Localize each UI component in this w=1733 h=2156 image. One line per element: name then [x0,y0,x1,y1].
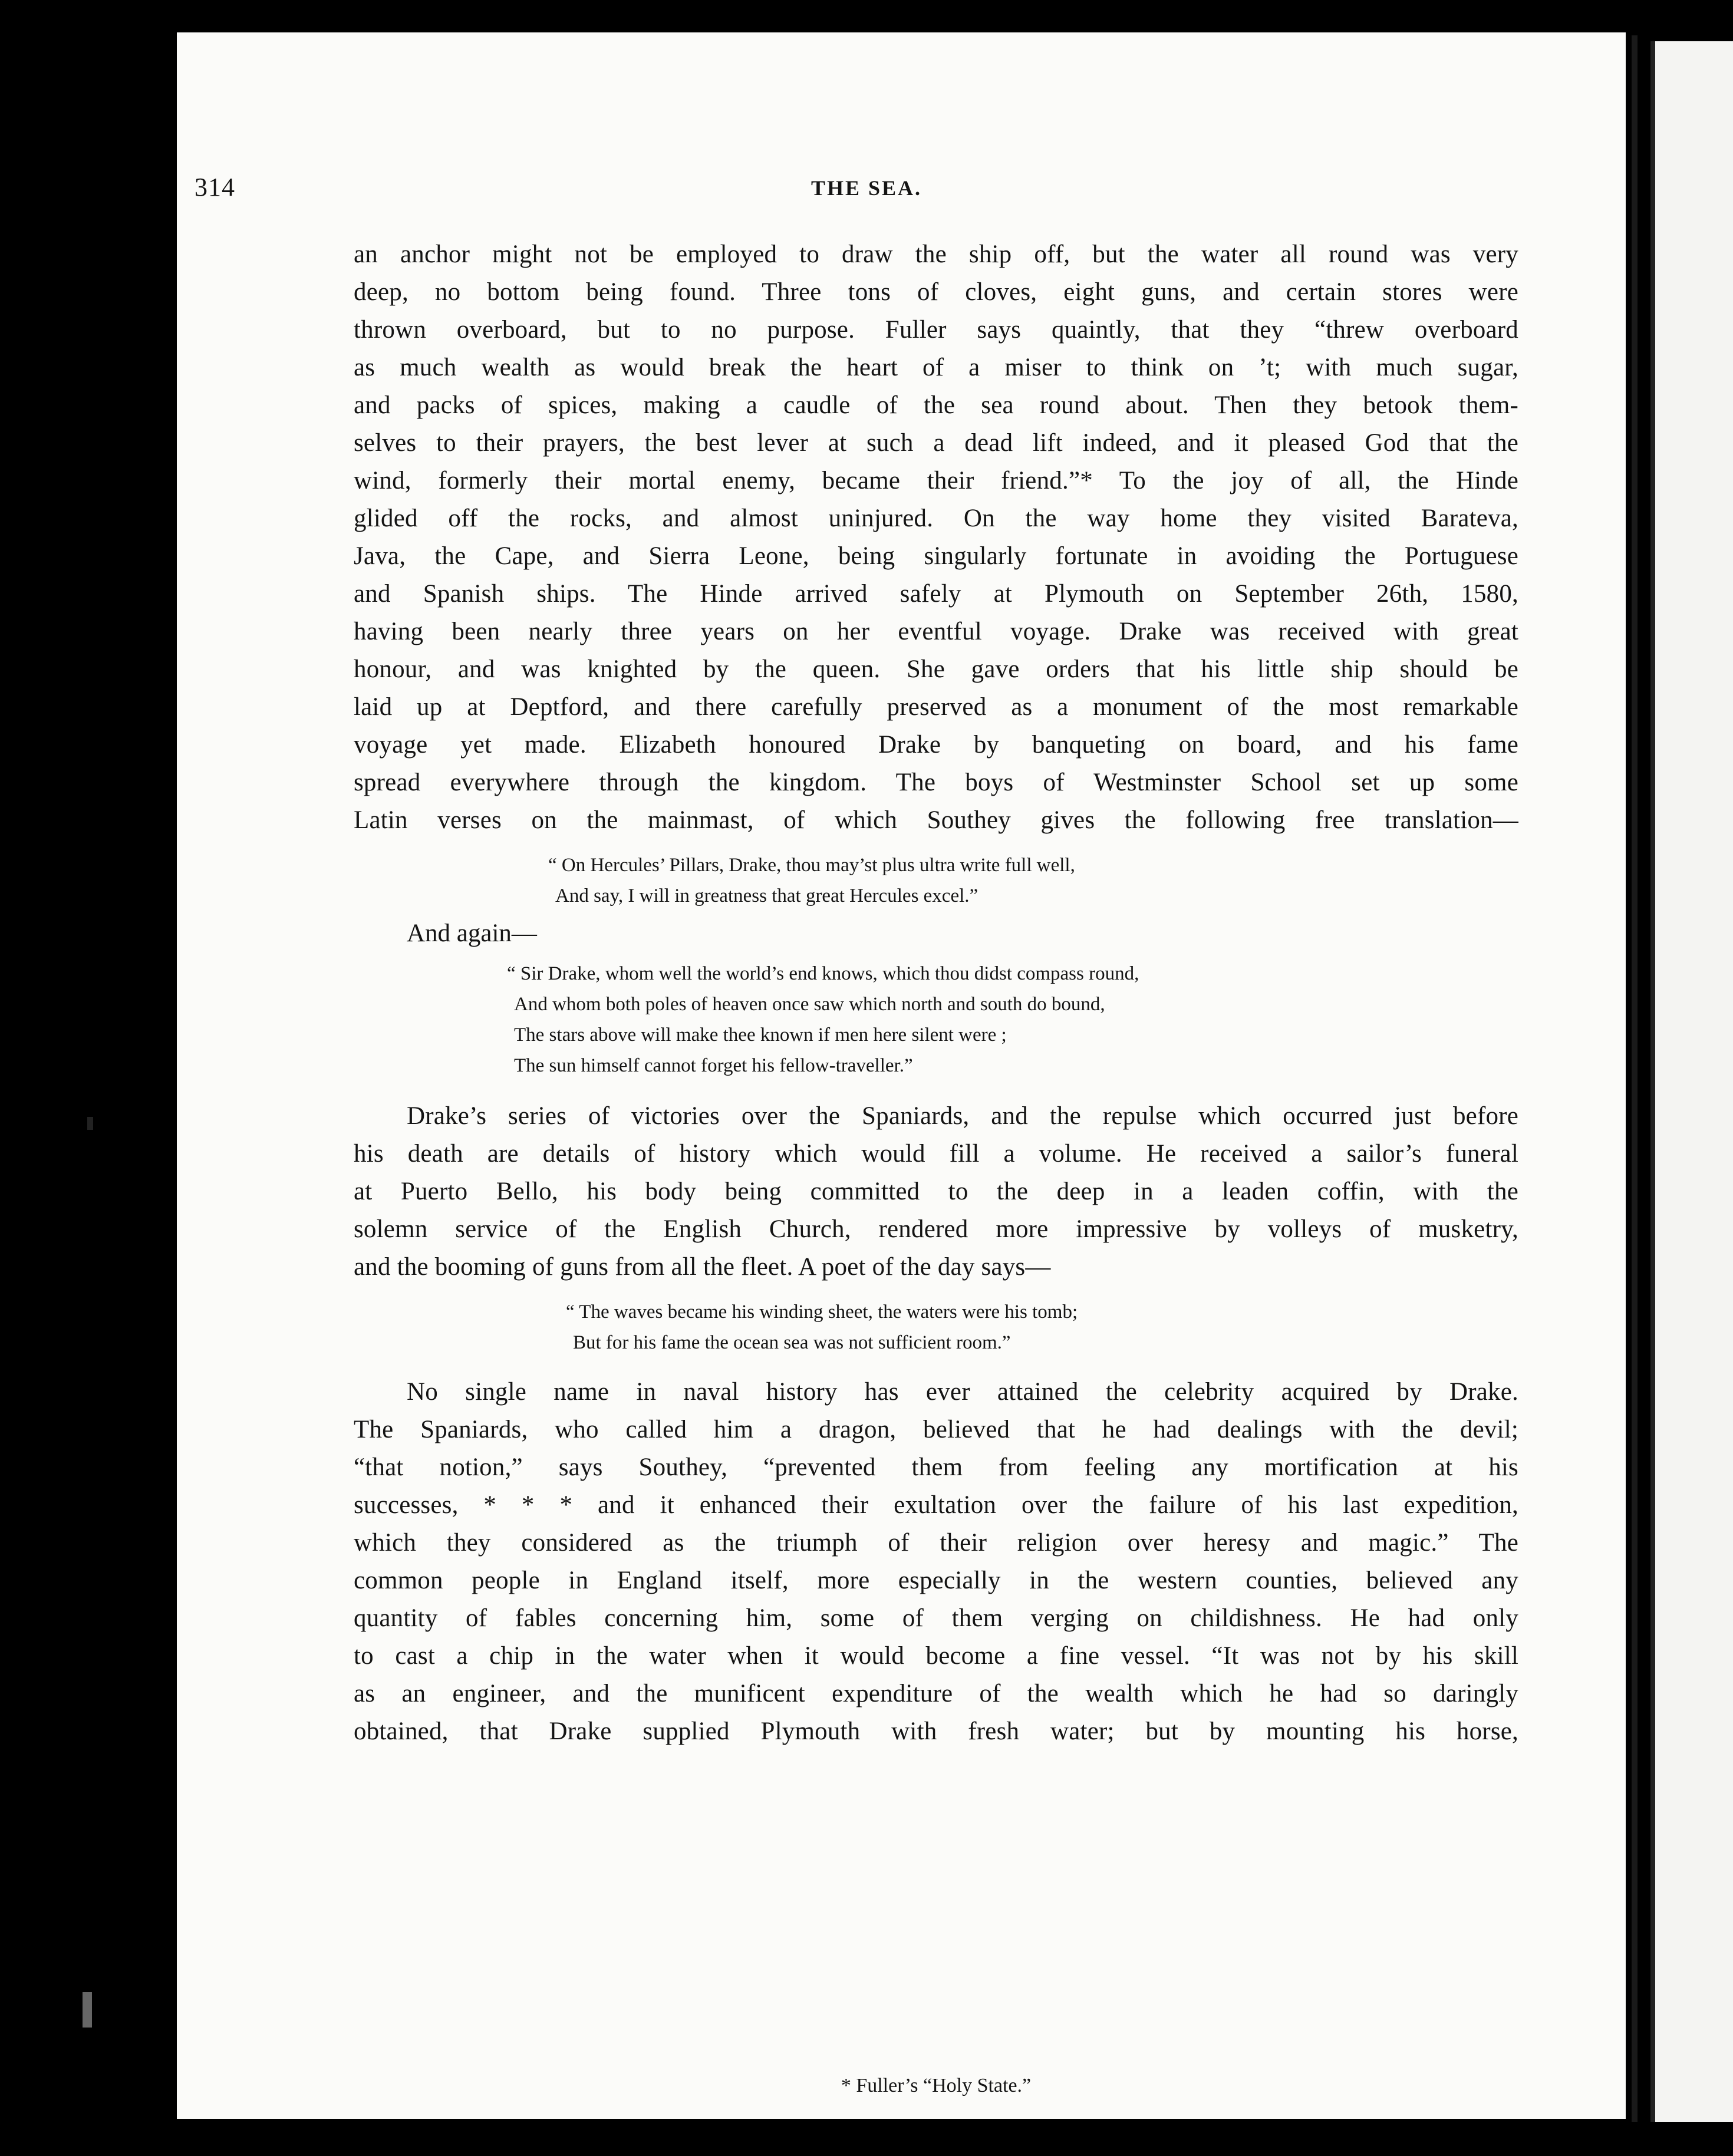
text-line: voyage yet made. Elizabeth honoured Drake by banqueting on board, and his fame [354,731,1518,759]
text-line: an anchor might not be employed to draw the ship off, but the water all round was very [354,240,1518,268]
page-gutter [1632,35,1638,2122]
text-line: and Spanish ships. The Hinde arrived safely at Plymouth on September 26th, 1580, [354,580,1518,608]
text-line: solemn service of the English Church, rendered more impressive by volleys of musketry, [354,1215,1518,1243]
verse-line: The sun himself cannot forget his fellow-traveller.” [514,1055,913,1076]
text-line: which they considered as the triumph of their religion over heresy and magic.” The [354,1529,1518,1557]
text-line: obtained, that Drake supplied Plymouth with fresh water; but by mounting his horse, [354,1717,1518,1745]
text-line: and packs of spices, making a caudle of the sea round about. Then they betook them- [354,391,1518,419]
text-line: selves to their prayers, the best lever at such a dead lift indeed, and it pleased God that the [354,429,1518,457]
verse-quote-3 [354,1297,1518,1358]
text-line: successes, * * * and it enhanced their exultation over the failure of his last expedition, [354,1491,1518,1519]
and-again-line: And again— [407,919,537,947]
text-line: quantity of fables concerning him, some of them verging on childishness. He had only [354,1604,1518,1632]
paragraph-3 [354,1373,1518,1750]
text-line: spread everywhere through the kingdom. The boys of Westminster School set up some [354,769,1518,796]
text-line: his death are details of history which would fill a volume. He received a sailor’s funeral [354,1140,1518,1168]
text-line: glided off the rocks, and almost uninjured. On the way home they visited Barateva, [354,505,1518,532]
text-line: laid up at Deptford, and there carefully preserved as a monument of the most remarkable [354,693,1518,721]
text-line: having been nearly three years on her eventful voyage. Drake was received with great [354,618,1518,645]
verse-line: “ On Hercules’ Pillars, Drake, thou may’st plus ultra write full well, [548,855,1075,876]
text-line: Latin verses on the mainmast, of which Southey gives the following free translation— [354,806,1518,834]
text-line: deep, no bottom being found. Three tons of cloves, eight guns, and certain stores were [354,278,1518,306]
verse-quote-2 [354,958,1518,1081]
text-line: as an engineer, and the munificent expenditure of the wealth which he had so daringly [354,1680,1518,1707]
text-line: “that notion,” says Southey, “prevented them from feeling any mortification at his [354,1453,1518,1481]
verse-line: And say, I will in greatness that great Hercules excel.” [555,885,978,906]
text-line: The Spaniards, who called him a dragon, believed that he had dealings with the devil; [354,1416,1518,1443]
text-line: Drake’s series of victories over the Spaniards, and the repulse which occurred just before [407,1102,1518,1130]
verse-line: “ Sir Drake, whom well the world’s end knows, which thou didst compass round, [507,963,1139,984]
page-number: 314 [195,173,235,202]
scan-speck [83,1992,92,2028]
facing-page-edge [1650,41,1733,2122]
text-line: as much wealth as would break the heart of a miser to think on ’t; with much sugar, [354,354,1518,381]
verse-line: The stars above will make thee known if men here silent were ; [514,1024,1007,1046]
text-line: wind, formerly their mortal enemy, became their friend.”* To the joy of all, the Hinde [354,467,1518,495]
text-line: at Puerto Bello, his body being committed to the deep in a leaden coffin, with the [354,1178,1518,1205]
verse-line: But for his fame the ocean sea was not sufficient room.” [573,1332,1011,1353]
footnote: * Fuller’s “Holy State.” [841,2075,1032,2096]
text-line: to cast a chip in the water when it would become a fine vessel. “It was not by his skill [354,1642,1518,1670]
verse-line: And whom both poles of heaven once saw which north and south do bound, [514,994,1105,1015]
text-line: No single name in naval history has ever attained the celebrity acquired by Drake. [407,1378,1518,1406]
verse-quote-1 [354,850,1518,911]
paragraph-2 [354,1097,1518,1286]
paragraph-1 [354,236,1518,839]
text-line: common people in England itself, more especially in the western counties, believed any [354,1567,1518,1594]
running-head: THE SEA. [811,176,922,200]
verse-line: “ The waves became his winding sheet, the waters were his tomb; [566,1301,1078,1323]
page-header [195,172,1538,207]
scan-speck [87,1117,93,1130]
text-line: Java, the Cape, and Sierra Leone, being singularly fortunate in avoiding the Portuguese [354,542,1518,570]
text-line: and the booming of guns from all the fleet. A poet of the day says— [354,1253,1051,1281]
text-line: honour, and was knighted by the queen. She gave orders that his little ship should be [354,655,1518,683]
page-body [354,236,1518,2096]
text-line: thrown overboard, but to no purpose. Fuller says quaintly, that they “threw overboard [354,316,1518,344]
